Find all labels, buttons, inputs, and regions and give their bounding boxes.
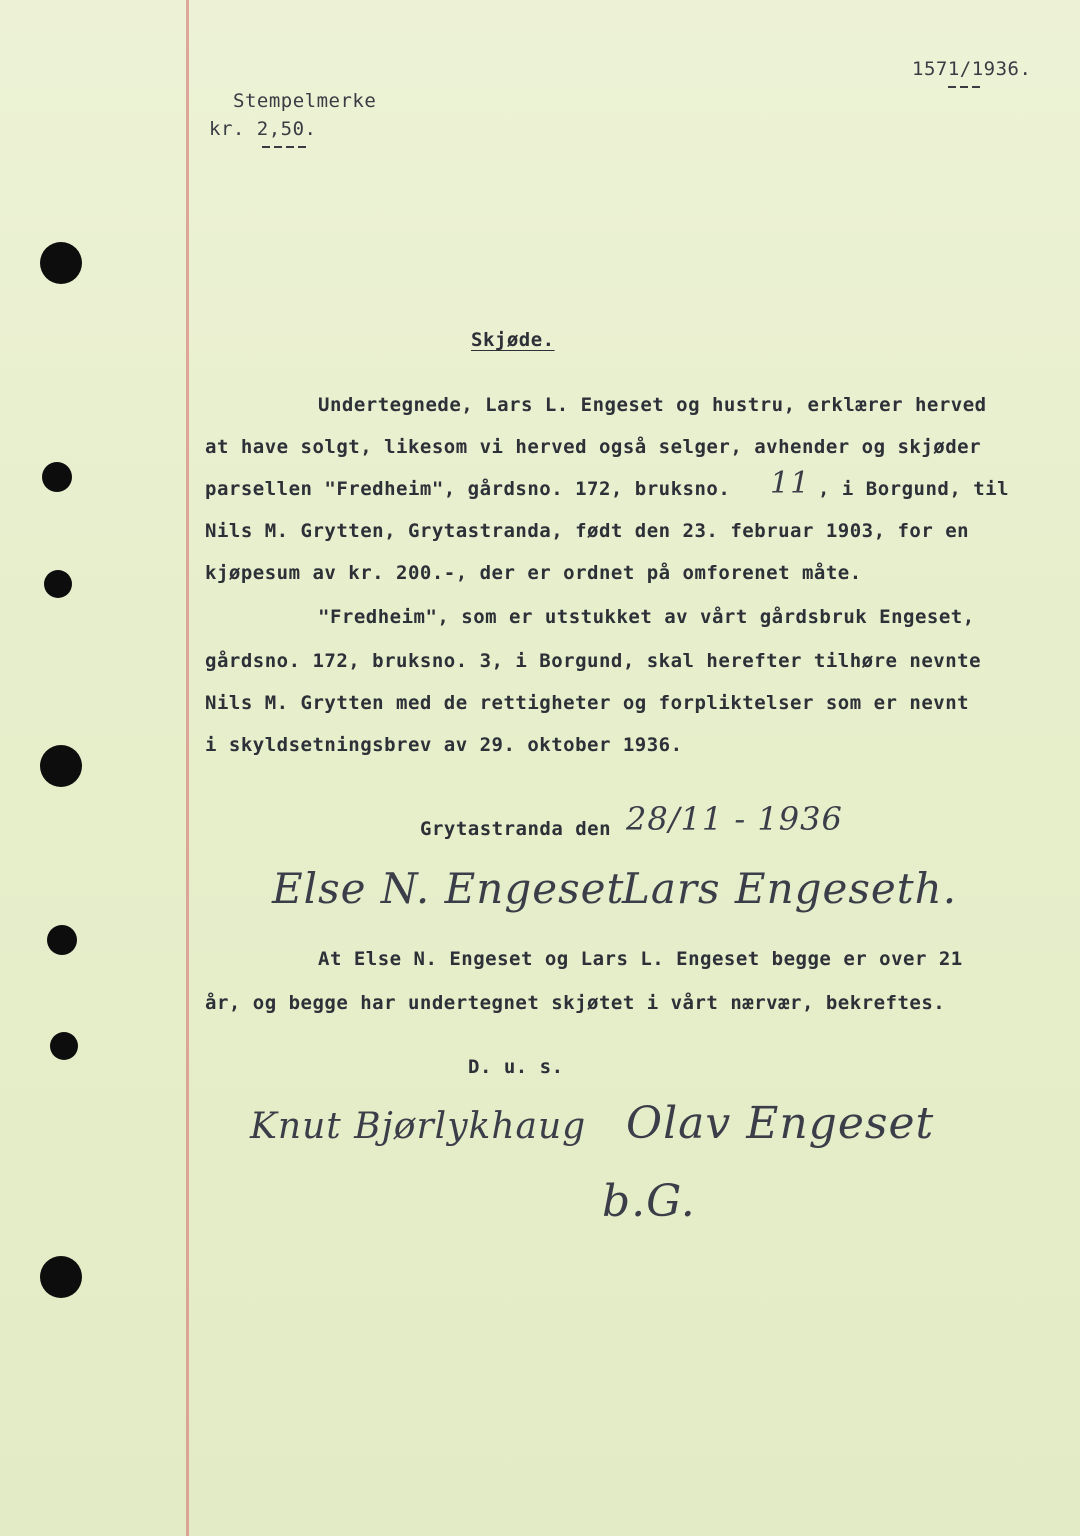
stamp-dash	[262, 146, 308, 148]
handwritten-bruksno: 11	[770, 466, 811, 501]
punch-hole	[42, 462, 72, 492]
margin-line	[186, 0, 189, 1536]
punch-hole	[40, 745, 82, 787]
document-number: 1571/1936.	[912, 58, 1032, 80]
punch-hole	[47, 925, 77, 955]
paragraph-line: gårdsno. 172, bruksno. 3, i Borgund, skal herefter tilhøre nevnte	[205, 650, 982, 672]
paragraph-line: Nils M. Grytten, Grytastranda, født den 23. februar 1903, for en	[205, 520, 970, 542]
signature-witness-2: Olav Engeset	[626, 1098, 935, 1149]
document-title: Skjøde.	[471, 329, 555, 351]
paragraph-line: "Fredheim", som er utstukket av vårt gårdsbruk Engeset,	[318, 606, 975, 628]
paragraph-line: , i Borgund, til	[818, 478, 1010, 500]
number-dash	[948, 86, 984, 88]
stamp-amount: kr. 2,50.	[209, 118, 317, 140]
paragraph-line: i skyldsetningsbrev av 29. oktober 1936.	[205, 734, 683, 756]
witness-line: år, og begge har undertegnet skjøtet i vårt nærvær, bekreftes.	[205, 992, 946, 1014]
signature-seller-2: Lars Engeseth.	[622, 864, 958, 913]
place-line: Grytastranda den	[420, 818, 612, 840]
punch-hole	[40, 1256, 82, 1298]
witness-line: At Else N. Engeset og Lars L. Engeset begge er over 21	[318, 948, 963, 970]
paragraph-line: Nils M. Grytten med de rettigheter og forpliktelser som er nevnt	[205, 692, 970, 714]
paragraph-line: kjøpesum av kr. 200.-, der er ordnet på omforenet måte.	[205, 562, 862, 584]
paragraph-line: Undertegnede, Lars L. Engeset og hustru, erklærer herved	[318, 394, 987, 416]
signature-seller-1: Else N. Engeset	[272, 864, 625, 913]
dus-line: D. u. s.	[468, 1056, 564, 1078]
paragraph-line: at have solgt, likesom vi herved også selger, avhender og skjøder	[205, 436, 982, 458]
signature-initials: b.G.	[602, 1176, 696, 1227]
paragraph-line: parsellen "Fredheim", gårdsno. 172, bruksno.	[205, 478, 731, 500]
punch-hole	[40, 242, 82, 284]
punch-hole	[44, 570, 72, 598]
signature-witness-1: Knut Bjørlykhaug	[250, 1106, 587, 1147]
stamp-label: Stempelmerke	[233, 90, 377, 112]
handwritten-date: 28/11 - 1936	[626, 800, 843, 838]
punch-hole	[50, 1032, 78, 1060]
